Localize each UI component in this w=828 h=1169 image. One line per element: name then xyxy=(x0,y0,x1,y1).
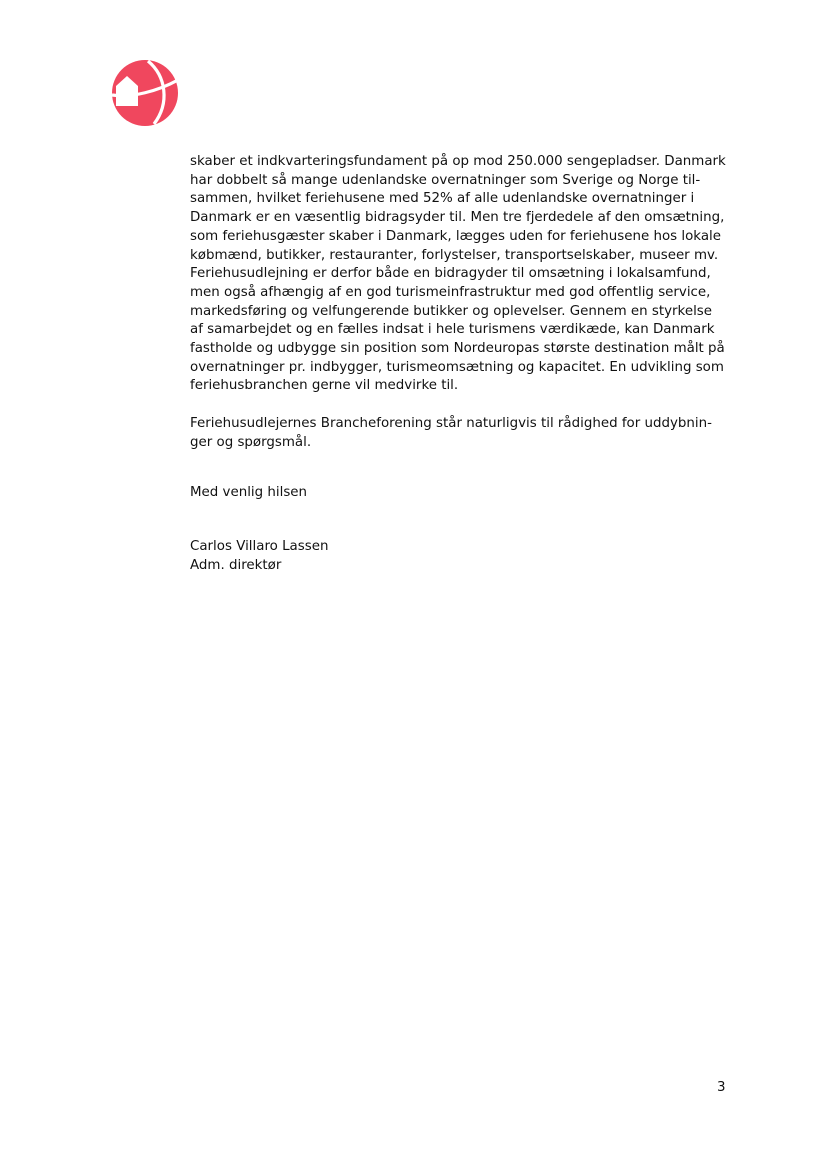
text-line: men også afhængig af en god turismeinfrastruktur med god offentlig service, xyxy=(190,284,711,300)
text-line: sammen, hvilket feriehusene med 52% af alle udenlandske overnatninger i xyxy=(190,191,695,207)
text-line: har dobbelt så mange udenlandske overnatninger som Sverige og Norge til- xyxy=(190,172,701,188)
text-line: overnatninger pr. indbygger, turismeomsætning og kapacitet. En udvikling som xyxy=(190,359,724,375)
logo xyxy=(110,58,180,128)
text-line: Feriehusudlejernes Brancheforening står naturligvis til rådighed for uddybnin- xyxy=(190,416,712,432)
text-line: købmænd, butikker, restauranter, forlystelser, transportselskaber, museer mv. xyxy=(190,247,719,263)
text-line: ger og spørgsmål. xyxy=(190,434,312,450)
page-number: 3 xyxy=(717,1080,726,1095)
text-line: fastholde og udbygge sin position som Nordeuropas største destination målt på xyxy=(190,341,725,357)
letter-body xyxy=(190,153,750,453)
paragraph-spacer xyxy=(190,396,750,415)
text-line: skaber et indkvarteringsfundament på op mod 250.000 sengepladser. Danmark xyxy=(190,154,726,169)
text-line: markedsføring og velfungerende butikker og oplevelser. Gennem en styrkelse xyxy=(190,303,713,319)
text-line: feriehusbranchen gerne vil medvirke til. xyxy=(190,378,459,394)
text-line: Feriehusudlejning er derfor både en bidragyder til omsætning i lokalsamfund, xyxy=(190,266,711,282)
signature-block xyxy=(190,538,328,575)
signatory-title: Adm. direktør xyxy=(190,557,282,573)
paragraph-availability xyxy=(190,415,750,452)
text-line: som feriehusgæster skaber i Danmark, lægges uden for feriehusene hos lokale xyxy=(190,228,721,244)
closing-greeting: Med venlig hilsen xyxy=(190,485,308,500)
text-line: Danmark er en væsentlig bidragsyder til. Men tre fjerdedele af den omsætning, xyxy=(190,210,725,226)
paragraph-main xyxy=(190,153,750,396)
house-globe-logo-icon xyxy=(110,58,180,128)
text-line: af samarbejdet og en fælles indsat i hele turismens værdikæde, kan Danmark xyxy=(190,322,715,338)
signatory-name: Carlos Villaro Lassen xyxy=(190,539,329,554)
